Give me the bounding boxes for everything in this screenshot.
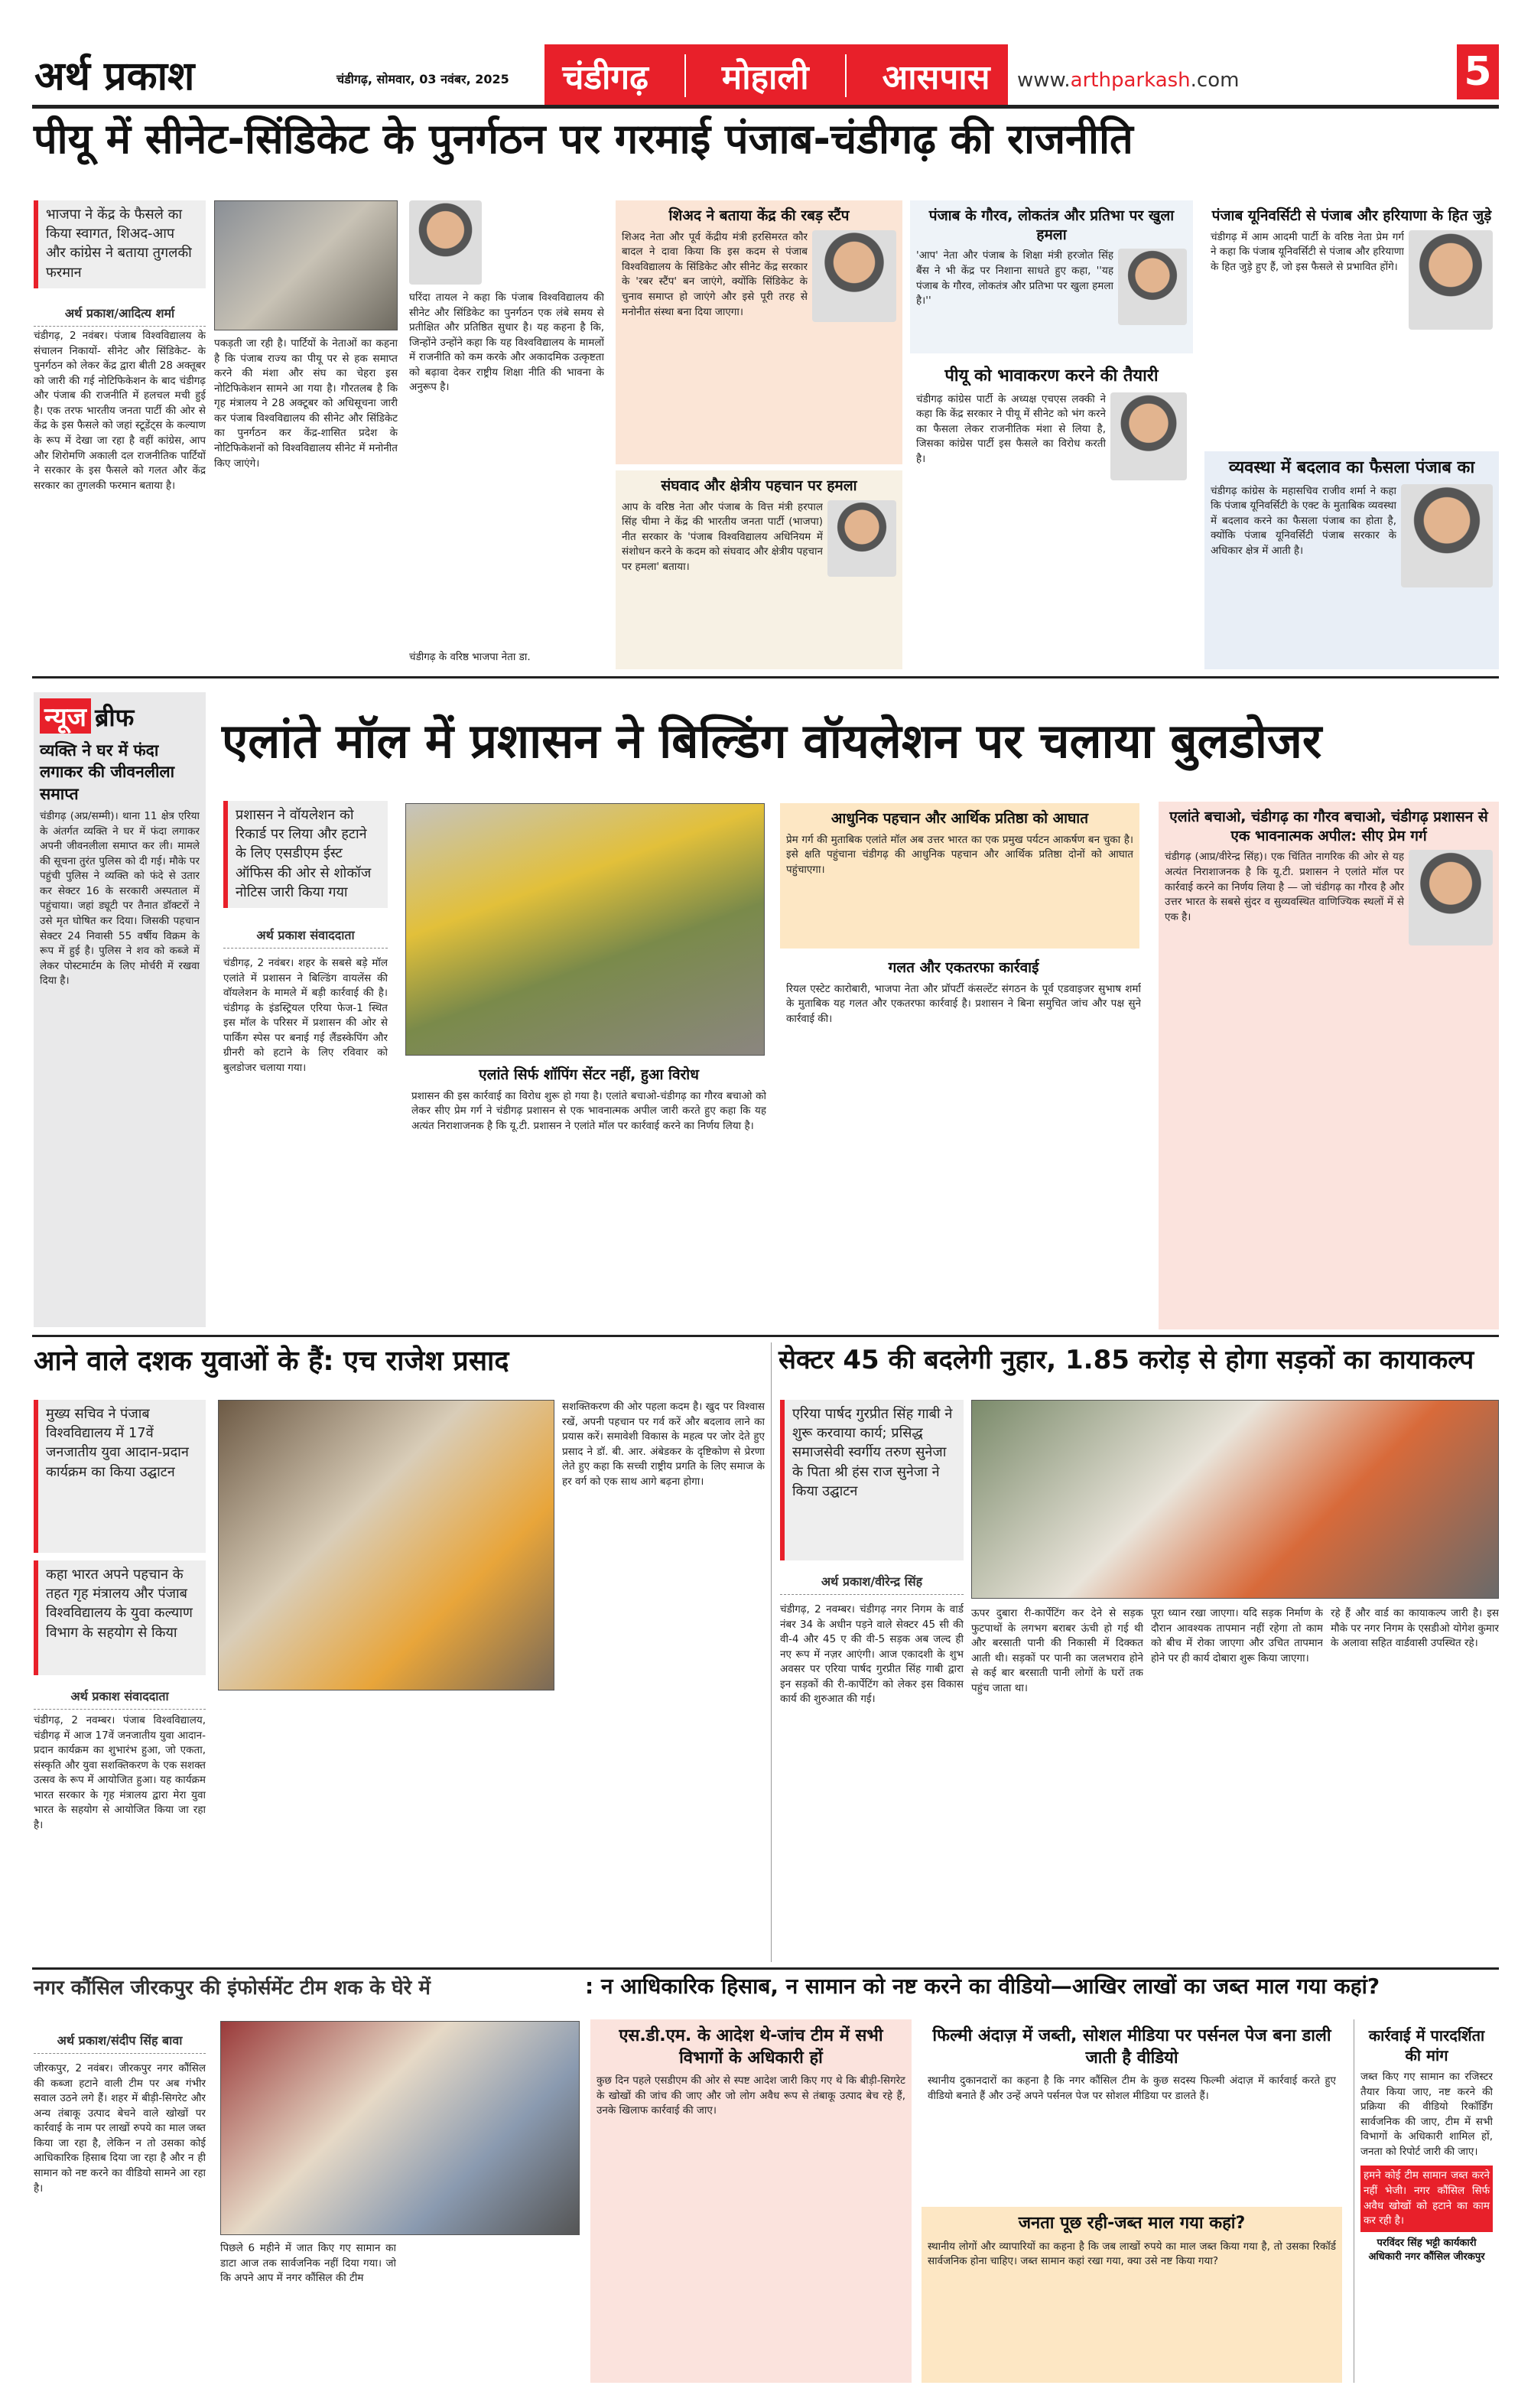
sub-title: गलत और एकतरफा कार्रवाई bbox=[888, 959, 1039, 976]
story2-sub4 bbox=[1159, 802, 1499, 1329]
story3-byline: अर्थ प्रकाश संवाददाता bbox=[34, 1687, 206, 1710]
story4-col3: पूरा ध्यान रखा जाएगा। यदि सड़क निर्माण के दौरान आवश्यक तापमान नहीं रहेगा तो काम को बीच में रोका जाएगा और उचित तापमान होने पर ही कार्य दोबारा शुरू किया जाएगा। bbox=[1151, 1607, 1323, 1664]
box-body: शिअद नेता और पूर्व केंद्रीय मंत्री हरसिमरत कौर बादल ने दावा किया कि इस कदम से पंजाब विश्वविद्यालय के सिंडिकेट और सीनेट केंद्र सरकार के 'रबर स्टैंप' बन जाएंगे, क्योंकि सिंडिकेट के चुनाव समाप्त हो जाएंगे और इसे पूरी तरह से मनोनीत संस्था बना दिया जाएगा। bbox=[622, 230, 808, 318]
story3-blurb1: मुख्य सचिव ने पंजाब विश्वविद्यालय में 17वें जनजातीय युवा आदान-प्रदान कार्यक्रम का किया उद्घाटन bbox=[34, 1400, 206, 1553]
story1-body: चंडीगढ़, 2 नवंबर। पंजाब विश्वविद्यालय के संचालन निकायों- सीनेट और सिंडिकेट- के पुनर्गठन को लेकर केंद्र द्वारा बीती 28 अक्तूबर को जारी की गई नोटिफिकेशन के बाद चंडीगढ़ और पंजाब की राजनीति में हलचल मची हुई है। एक तरफ भारतीय जनता पार्टी की ओर से केंद्र के इस फैसले को जहां स्टूडेंट्स के कल्याण के रूप में देखा जा रहा है वहीं कांग्रेस, आप और शिरोमणि अकाली दल राजनीतिक पार्टियों ने सरकार के इस फैसले को गलत और केंद्र सरकार का तुगलकी फरमान बताया है। bbox=[34, 330, 206, 492]
website-link[interactable] bbox=[1017, 69, 1445, 92]
box-body: स्थानीय लोगों और व्यापारियों का कहना है कि जब लाखों रुपये का माल जब्त किया गया है, तो उसका रिकॉर्ड सार्वजनिक होना चाहिए। जब्त सामान कहां रखा गया, क्या उसे नष्ट किया गया? bbox=[928, 2240, 1336, 2268]
story5-box3 bbox=[922, 2207, 1342, 2383]
side-box-congress bbox=[910, 360, 1193, 669]
story1-headline: पीयू में सीनेट-सिंडिकेट के पुनर्गठन पर गरमाई पंजाब-चंडीगढ़ की राजनीति bbox=[34, 115, 1133, 163]
sharma-photo bbox=[1401, 484, 1493, 587]
story3-col2: सशक्तिकरण की ओर पहला कदम है। खुद पर विश्वास रखें, अपनी पहचान पर गर्व करें और बदलाव लाने का प्रयास करें। समावेशी विकास के महत्व पर जोर देते हुए प्रसाद ने डॉ. बी. आर. अंबेडकर के दृष्टिकोण से प्रेरणा लेते हुए कहा कि सच्ची राष्ट्रीय प्रगति के लिए समाज के हर वर्ग को एक साथ आगे बढ़ना होगा। bbox=[562, 1401, 765, 1488]
garg-photo bbox=[1409, 230, 1493, 330]
cheema-photo bbox=[827, 500, 896, 577]
story2-sub3 bbox=[780, 952, 1147, 1327]
story5-box2 bbox=[922, 2019, 1342, 2203]
sub-body: चंडीगढ़ (आप्र/वीरेन्द्र सिंह)। एक चिंतित नागरिक की ओर से यह अत्यंत निराशाजनक है कि यू.टी. प्रशासन ने एलांते मॉल पर कार्रवाई करने का निर्णय लिया है — जो चंडीगढ़ का गौरव है और उत्तर भारत के सबसे सुंदर व सुव्यवस्थित वाणिज्यिक स्थलों में से एक है। bbox=[1165, 851, 1404, 923]
sub-title: एलांते सिर्फ शॉपिंग सेंटर नहीं, हुआ विरोध bbox=[479, 1066, 699, 1083]
leader-photo bbox=[409, 200, 482, 285]
box-body: जब्त किए गए सामान का रजिस्टर तैयार किया जाए, नष्ट करने की प्रक्रिया की वीडियो रिकॉर्डिंग सार्वजनिक की जाए, टीम में सभी विभागों के अधिकारी शामिल हों, जनता को रिपोर्ट जारी की जाए। bbox=[1360, 2071, 1493, 2158]
box-title: फिल्मी अंदाज़ में जब्ती, सोशल मीडिया पर पर्सनल पेज बना डाली जाती है वीडियो bbox=[932, 2026, 1331, 2068]
news-brief-tag-2: ब्रीफ bbox=[95, 703, 135, 732]
story2-sub1 bbox=[405, 1059, 772, 1327]
masthead-rule bbox=[32, 105, 1499, 109]
sub-body: प्रशासन की इस कार्रवाई का विरोध शुरू हो गया है। एलांते बचाओ-चंडीगढ़ का गौरव बचाओ को लेकर सीए प्रेम गर्ग ने चंडीगढ़ प्रशासन से एक भावनात्मक अपील जारी करते हुए कहा कि यह अत्यंत निराशाजनक है कि यू.टी. प्रशासन ने एलांते मॉल पर कार्रवाई करने का निर्णय लिया है। bbox=[411, 1089, 766, 1132]
side-box-aap bbox=[616, 470, 902, 669]
story5-col2: पिछले 6 महीने में जात किए गए सामान का डाटा आज तक सार्वजनिक नहीं दिया गया। जो कि अपने आप में नगर कौंसिल की टीम bbox=[220, 2242, 396, 2285]
bulldozer-photo bbox=[405, 803, 765, 1056]
bains-photo bbox=[1118, 249, 1187, 325]
box-body: आप के वरिष्ठ नेता और पंजाब के वित्त मंत्री हरपाल सिंह चीमा ने केंद्र की भारतीय जनता पार्टी (भाजपा) नीत सरकार के 'पंजाब विश्वविद्यालय अधिनियम में संशोधन करने के कदम को संघवाद और क्षेत्रीय पहचान पर हमला' बताया। bbox=[622, 500, 823, 573]
story5-byline: अर्थ प्रकाश/संदीप सिंह बावा bbox=[34, 2032, 206, 2054]
side-box-sad bbox=[616, 200, 902, 464]
official-quote: हमने कोई टीम सामान जब्त करने नहीं भेजी। नगर कौंसिल सिर्फ अवैध खोखों को हटाने का काम कर रही है। bbox=[1360, 2166, 1493, 2231]
box-title: पंजाब के गौरव, लोकतंत्र और प्रतिभा पर खुला हमला bbox=[928, 207, 1175, 243]
box-body: चंडीगढ़ में आम आदमी पार्टी के वरिष्ठ नेता प्रेम गर्ग ने कहा कि पंजाब यूनिवर्सिटी से पंजाब और हरियाणा के हित जुड़े हुए हैं, जो इस फैसले से प्रभावित होंगे। bbox=[1211, 230, 1404, 273]
box-title: पंजाब यूनिवर्सिटी से पंजाब और हरियाणा के हित जुड़े bbox=[1211, 207, 1492, 224]
section-chandigarh: चंडीगढ़ bbox=[562, 58, 648, 97]
story1-blurb: भाजपा ने केंद्र के फैसले का किया स्वागत, शिअद-आप और कांग्रेस ने बताया तुगलकी फरमान bbox=[34, 200, 206, 288]
box-body: चंडीगढ़ कांग्रेस पार्टी के अध्यक्ष एचएस लक्की ने कहा कि केंद्र सरकार ने पीयू में सीनेट को भंग करने का फैसला लेकर राजनीतिक मंशा से लिया है, जिसका कांग्रेस पार्टी इस फैसले का विरोध करती है। bbox=[916, 392, 1106, 465]
lucky-photo bbox=[1110, 392, 1187, 480]
box-title: शिअद ने बताया केंद्र की रबड़ स्टैंप bbox=[668, 207, 850, 224]
box-title: एस.डी.एम. के आदेश थे-जांच टीम में सभी विभागों के अधिकारी हों bbox=[619, 2026, 883, 2068]
section-rule bbox=[32, 676, 1499, 678]
story2-byline: अर्थ प्रकाश संवाददाता bbox=[223, 926, 388, 949]
section-rule bbox=[32, 1967, 1499, 1970]
university-building-photo bbox=[214, 200, 398, 330]
section-aaspaas: आसपास bbox=[882, 58, 990, 97]
sub-title: आधुनिक पहचान और आर्थिक प्रतिष्ठा को आघात bbox=[831, 810, 1089, 827]
section-rule bbox=[32, 1335, 1499, 1337]
prem-garg-photo bbox=[1409, 850, 1493, 945]
box-title: कार्रवाई में पारदर्शिता की मांग bbox=[1368, 2026, 1485, 2065]
box-title: संघवाद और क्षेत्रीय पहचान पर हमला bbox=[661, 477, 857, 494]
story5-box1 bbox=[590, 2019, 912, 2383]
story3-headline: आने वाले दशक युवाओं के हैं: एच राजेश प्रसाद bbox=[34, 1346, 509, 1377]
side-box-garg bbox=[1204, 200, 1499, 445]
news-brief-tag: न्यूज bbox=[40, 698, 91, 734]
box-body: कुछ दिन पहले एसडीएम की ओर से स्पष्ट आदेश जारी किए गए थे कि बीड़ी-सिगरेट के खोखों की जांच की जाए और जो लोग अवैध रूप से तंबाकू उत्पाद बेच रहे हैं, उनके खिलाफ कार्रवाई की जाए। bbox=[596, 2074, 905, 2117]
section-mohali: मोहाली bbox=[721, 58, 809, 97]
story1-col2: पकड़ती जा रही है। पार्टियों के नेताओं का कहना है कि पंजाब राज्य का पीयू पर से हक समाप्त करने की मंशा और संघ का चेहरा इस नोटिफिकेशन सामने आ गया है। गौरतलब है कि गृह मंत्रालय ने 28 अक्टूबर को अधिसूचना जारी कर पंजाब विश्वविद्यालय की सीनेट और सिंडिकेट का पुनर्गठन कर केंद्र-शासित प्रदेश के नोटिफिकेशनों को विश्वविद्यालय सीनेट में मनोनीत किए जाएंगे। bbox=[214, 337, 398, 470]
box-body: 'आप' नेता और पंजाब के शिक्षा मंत्री हरजोत सिंह बैंस ने भी केंद्र पर निशाना साधते हुए कहा, ''यह पंजाब के गौरव, लोकतंत्र और प्रतिभा पर खुला हमला है।'' bbox=[916, 249, 1113, 308]
story1-byline: अर्थ प्रकाश/आदित्य शर्मा bbox=[34, 304, 206, 327]
story2-sub2 bbox=[780, 803, 1139, 949]
story4-col2: ऊपर दुबारा री-कार्पेटिंग कर देने से सड़क फुटपाथों के लगभग बराबर ऊंची हो गई थी और बरसाती पानी की निकासी में दिक्कत आती थी। सड़कों पर पानी का जलभराव होने से कई बार बरसाती पानी लोगों के घरों तक पहुंच जाता था। bbox=[971, 1607, 1143, 1694]
newspaper-logo: अर्थ प्रकाश bbox=[34, 53, 195, 99]
box-title: पीयू को भावाकरण करने की तैयारी bbox=[944, 366, 1159, 386]
story2-body: चंडीगढ़, 2 नवंबर। शहर के सबसे बड़े मॉल एलांते में प्रशासन ने बिल्डिंग वायलेंस की वॉयलेशन के मामले में बड़ी कार्रवाई की है। चंडीगढ़ के इंडस्ट्रियल एरिया फेज-1 स्थित इस मॉल के परिसर में प्रशासन की ओर से पार्किंग स्पेस पर बनाई गई लैंडस्केपिंग और ग्रीनरी को हटाने के लिए रविवार को बुलडोजर चलाया गया। bbox=[223, 957, 388, 1074]
harsimrat-photo bbox=[812, 230, 896, 322]
inauguration-photo bbox=[971, 1400, 1499, 1599]
brief-body: चंडीगढ़ (अप्र/सम्मी)। थाना 11 क्षेत्र एरिया के अंतर्गत व्यक्ति ने घर में फंदा लगाकर अपनी जीवनलीला समाप्त कर ली। मामले की सूचना तुरंत पुलिस को दी गई। मौके पर पहुंची पुलिस ने व्यक्ति को फंदे से उतार कर सेक्टर 16 के सरकारी अस्पताल में पहुंचाया। जहां ड्यूटी पर तैनात डॉक्टरों ने उसे मृत घोषित कर दिया। जिसकी पहचान सेक्टर 24 निवासी 55 वर्षीय विक्रम के रूप में हुई है। पुलिस ने शव को कब्जे में लेकर पोस्टमार्टम के लिए मोर्चरी में रखवा दिया है। bbox=[40, 810, 200, 988]
story4-blurb: एरिया पार्षद गुरप्रीत सिंह गाबी ने शुरू करवाया कार्य; प्रसिद्ध समाजसेवी स्वर्गीय तरुण सुनेजा के पिता श्री हंस राज सुनेजा ने किया उद्घाटन bbox=[780, 1400, 964, 1560]
photo-caption: चंडीगढ़ के वरिष्ठ भाजपा नेता डा. bbox=[409, 651, 531, 663]
page-number: 5 bbox=[1457, 44, 1499, 99]
issue-date: चंडीगढ़, सोमवार, 03 नवंबर, 2025 bbox=[336, 72, 509, 86]
section-banner bbox=[544, 44, 1008, 107]
website-brand: arthparkash bbox=[1070, 69, 1191, 92]
website-suffix: .com bbox=[1190, 69, 1240, 92]
story4-byline: अर्थ प्रकाश/वीरेन्द्र सिंह bbox=[780, 1573, 964, 1595]
divider bbox=[684, 54, 686, 97]
story4-col4: रहे हैं और वार्ड का कायाकल्प जारी है। इस मौके पर नगर निगम के एसडीओ योगेश कुमार के अलावा सहित वार्डवासी उपस्थित रहे। bbox=[1331, 1607, 1499, 1650]
sub-body: प्रेम गर्ग की मुताबिक एलांते मॉल अब उत्तर भारत का एक प्रमुख पर्यटन आकर्षण बन चुका है। इसे क्षति पहुंचाना चंडीगढ़ की आधुनिक पहचान और आर्थिक प्रतिष्ठा दोनों को आघात पहुंचाएगा। bbox=[786, 833, 1133, 876]
website-prefix: www. bbox=[1017, 69, 1071, 92]
side-box-sharma bbox=[1204, 451, 1499, 669]
story5-headline-right: : न आधिकारिक हिसाब, न सामान को नष्ट करने का वीडियो—आखिर लाखों का जब्त माल गया कहां? bbox=[585, 1974, 1380, 1999]
box-title: व्यवस्था में बदलाव का फैसला पंजाब का bbox=[1228, 458, 1475, 477]
news-brief bbox=[34, 692, 206, 1327]
event-photo bbox=[218, 1400, 554, 1690]
sub-body: रियल एस्टेट कारोबारी, भाजपा नेता और प्रॉपर्टी कंसल्टेंट संगठन के पूर्व एडवाइजर सुभाष शर्मा के मुताबिक यह गलत और एकतरफा कार्रवाई है। प्रशासन ने बिना समुचित जांच और पक्ष सुने कार्रवाई की। bbox=[786, 982, 1141, 1025]
story3-blurb2: कहा भारत अपने पहचान के तहत गृह मंत्रालय और पंजाब विश्वविद्यालय के युवा कल्याण विभाग के सहयोग से किया bbox=[34, 1560, 206, 1675]
story4-body: चंडीगढ़, 2 नवम्बर। चंडीगढ़ नगर निगम के वार्ड नंबर 34 के अधीन पड़ने वाले सेक्टर 45 सी की वी-4 और 45 ए की वी-5 सड़क अब जल्द ही नए रूप में नज़र आएंगी। आज एकादशी के शुभ अवसर पर एरिया पार्षद गुरप्रीत सिंह गाबी द्वारा इन सड़कों की री-कार्पेटिंग को लेकर इस विकास कार्य की शुरुआत की गई। bbox=[780, 1603, 964, 1706]
story5-body: जीरकपुर, 2 नवंबर। जीरकपुर नगर कौंसिल की कब्जा हटाने वाली टीम पर अब गंभीर सवाल उठने लगे हैं। शहर में बीड़ी-सिगरेट और अन्य तंबाकू उत्पाद बेचने वाले खोखों पर कार्रवाई के नाम पर लाखों रुपये का माल जब्त किया जा रहा है, लेकिन न तो उसका कोई आधिकारिक हिसाब दिया जा रहा है और न ही सामान को नष्ट करने का वीडियो सामने आ रहा है। bbox=[34, 2062, 206, 2195]
divider bbox=[845, 54, 847, 97]
column-divider bbox=[771, 1342, 772, 1962]
sub-title: एलांते बचाओ, चंडीगढ़ का गौरव बचाओ, चंडीगढ़ प्रशासन से एक भावनात्मक अपील: सीए प्रेम गर्ग bbox=[1169, 809, 1488, 844]
box-body: स्थानीय दुकानदारों का कहना है कि नगर कौंसिल टीम के कुछ सदस्य फिल्मी अंदाज़ में कार्रवाई करते हुए वीडियो बनाते हैं और उन्हें अपने पर्सनल पेज पर सोशल मीडिया पर डालते हैं। bbox=[928, 2074, 1336, 2102]
story5-box4 bbox=[1354, 2019, 1499, 2383]
box-body: चंडीगढ़ कांग्रेस के महासचिव राजीव शर्मा ने कहा कि पंजाब यूनिवर्सिटी के एक्ट के मुताबिक व्यवस्था में बदलाव करने का फैसला पंजाब का होता है, क्योंकि पंजाब यूनिवर्सिटी पंजाब सरकार के अधिकार क्षेत्र में आती है। bbox=[1211, 484, 1396, 557]
box-title: जनता पूछ रही-जब्त माल गया कहां? bbox=[1018, 2214, 1246, 2233]
quote-attribution: परविंदर सिंह भट्टी कार्यकारी अधिकारी नगर कौंसिल जीरकपुर bbox=[1368, 2237, 1485, 2263]
brief-headline: व्यक्ति ने घर में फंदा लगाकर की जीवनलीला समाप्त bbox=[40, 741, 175, 803]
story5-headline-left: नगर कौंसिल जीरकपुर की इंफोर्समेंट टीम शक के घेरे में bbox=[34, 1977, 431, 2000]
story3-body: चंडीगढ़, 2 नवम्बर। पंजाब विश्वविद्यालय, चंडीगढ़ में आज 17वें जनजातीय युवा आदान-प्रदान कार्यक्रम का शुभारंभ हुआ, जो एकता, संस्कृति और युवा सशक्तिकरण के एक सशक्त उत्सव के रूप में आयोजित हुआ। यह कार्यक्रम भारत सरकार के गृह मंत्रालय द्वारा मेरा युवा भारत के सहयोग से आयोजित किया जा रहा है। bbox=[34, 1714, 206, 1831]
side-box-bains bbox=[910, 200, 1193, 353]
story4-headline: सेक्टर 45 की बदलेगी नुहार, 1.85 करोड़ से होगा सड़कों का कायाकल्प bbox=[779, 1345, 1474, 1375]
story2-blurb: प्रशासन ने वॉयलेशन को रिकार्ड पर लिया और हटाने के लिए एसडीएम ईस्ट ऑफिस की ओर से शोकॉज नोटिस जारी किया गया bbox=[223, 801, 388, 908]
seizure-photo bbox=[220, 2021, 580, 2235]
story1-col3: घरिंदा तायल ने कहा कि पंजाब विश्वविद्यालय की सीनेट और सिंडिकेट का पुनर्गठन एक लंबे समय से प्रतीक्षित और प्रतिष्ठित सुधार है। यह कहना है कि, जिन्होंने उन्होंने कहा कि यह विश्वविद्यालय के मामलों में राजनीति को कम करके और अकादमिक उत्कृष्टता को बढ़ावा देकर राष्ट्रीय शिक्षा नीति की भावना के अनुरूप है। bbox=[409, 291, 604, 394]
story2-headline: एलांते मॉल में प्रशासन ने बिल्डिंग वॉयलेशन पर चलाया बुलडोजर bbox=[222, 713, 1322, 769]
